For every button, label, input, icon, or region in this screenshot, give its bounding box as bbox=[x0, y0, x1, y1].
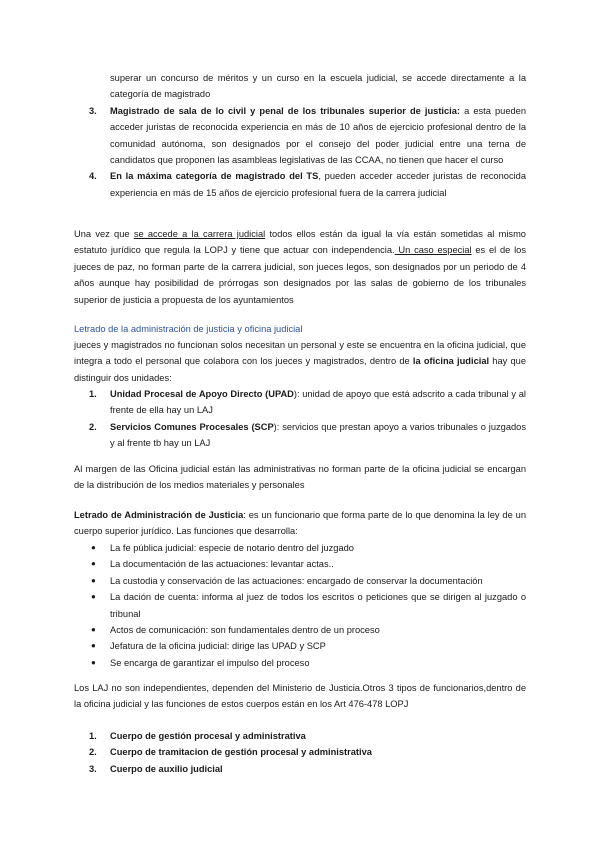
text-run: Una vez que bbox=[74, 229, 134, 239]
unit-title: Servicios Comunes Procesales (SCP bbox=[110, 421, 274, 432]
list-item bbox=[91, 556, 526, 572]
list-number: 3. bbox=[89, 105, 97, 116]
list-item bbox=[89, 761, 526, 777]
margin-paragraph: Al margen de las Oficina judicial están las administrativas no forman parte de la oficina judicial se encargan de la distribución de los medios materiales y personales bbox=[74, 464, 526, 491]
bullet-icon: ● bbox=[91, 575, 96, 585]
list-item bbox=[89, 386, 526, 419]
career-item-3-title: Magistrado de sala de lo civil y penal de los tribunales superior de justicia: bbox=[110, 105, 461, 116]
function-text: Actos de comunicación: son fundamentales dentro de un proceso bbox=[110, 625, 380, 636]
bullet-icon: ● bbox=[91, 559, 96, 569]
function-text: Se encarga de garantizar el impulso del proceso bbox=[110, 657, 310, 668]
list-item bbox=[89, 744, 526, 760]
list-item bbox=[91, 655, 526, 671]
list-item bbox=[91, 589, 526, 622]
career-paragraph bbox=[74, 226, 526, 308]
bodies-list bbox=[89, 728, 526, 777]
unit-text: ): servicios que prestan apoyo a varios tribunales o juzgados y al frente tb hay un LAJ bbox=[110, 421, 526, 449]
function-text: Jefatura de la oficina judicial: dirige las UPAD y SCP bbox=[110, 641, 326, 652]
body-text: Cuerpo de auxilio judicial bbox=[110, 763, 223, 774]
function-text: La custodia y conservación de las actuaciones: encargado de conservar la documentación bbox=[110, 575, 483, 586]
bold-text: Letrado de Administración de Justicia bbox=[74, 510, 244, 520]
career-item-4-text: , pueden acceder acceder juristas de reconocida experiencia en más de 15 años de ejercicio profesional fuera de la carrera judicial bbox=[110, 171, 526, 198]
body-text: Cuerpo de gestión procesal y administrativa bbox=[110, 731, 306, 741]
list-number: 1. bbox=[89, 731, 97, 741]
career-item-3-text: a esta pueden acceder juristas de reconocida experiencia en más de 10 años de ejercicio profesional dentro de la comunidad autónoma, son designados por el consejo del poder judicial entre una terna de candidatos que proponen las asambleas legislativas de las CCAA, no tienen que hacer el curso bbox=[110, 105, 526, 166]
bold-text: la oficina judicial bbox=[412, 356, 490, 367]
list-number: 1. bbox=[89, 389, 97, 399]
functions-list bbox=[91, 540, 526, 671]
list-item bbox=[91, 638, 526, 654]
office-paragraph bbox=[74, 337, 526, 386]
list-item bbox=[89, 419, 526, 452]
list-number: 2. bbox=[89, 421, 97, 432]
text-run: jueces y magistrados no funcionan solos necesitan un personal y este se encuentra en la oficina judicial, que integra a todo el personal que colabora con los jueces y magistrados, dentro de bbox=[74, 340, 526, 367]
bullet-icon: ● bbox=[91, 641, 96, 651]
list-item bbox=[89, 103, 526, 169]
bullet-icon: ● bbox=[91, 657, 96, 667]
list-item bbox=[91, 540, 526, 556]
career-list bbox=[89, 70, 526, 201]
list-item bbox=[89, 168, 526, 201]
list-item bbox=[91, 622, 526, 638]
units-list bbox=[89, 386, 526, 452]
section-heading: Letrado de la administración de justicia y oficina judicial bbox=[74, 324, 303, 334]
bullet-icon: ● bbox=[91, 625, 96, 635]
underlined-text: Un caso especial bbox=[394, 245, 472, 256]
text-run: es el de los jueces de paz, no forman parte de la carrera judicial, son jueces legos, son designados por un periodo de 4 años aunque hay posibilidad de prórrogas son designados por las salas de gobierno de los tribunales superior de justicia a propuesta de los ayuntamientos bbox=[74, 245, 526, 305]
function-text: La dación de cuenta: informa al juez de todos los escritos o peticiones que se dirigen al juzgado o tribunal bbox=[110, 592, 526, 619]
text-run: hay que distinguir dos unidades: bbox=[74, 356, 526, 383]
unit-title: Unidad Procesal de Apoyo Directo (UPAD bbox=[110, 389, 294, 399]
list-number: 4. bbox=[89, 171, 97, 182]
function-text: La documentación de las actuaciones: levantar actas.. bbox=[110, 559, 334, 570]
laj-paragraph bbox=[74, 507, 526, 540]
list-item bbox=[91, 573, 526, 589]
body-text: Cuerpo de tramitacion de gestión procesal y administrativa bbox=[110, 747, 372, 758]
laj-paragraph-2: Los LAJ no son independientes, dependen del Ministerio de Justicia.Otros 3 tipos de funcionarios,dentro de la oficina judicial y las funciones de estos cuerpos están en los Art 476-478 LOPJ bbox=[74, 683, 526, 710]
list-number: 2. bbox=[89, 747, 97, 758]
function-text: La fe pública judicial: especie de notario dentro del juzgado bbox=[110, 543, 354, 553]
text-run: todos ellos están da igual la vía están sometidas al mismo estatuto jurídico que regula la LOPJ y tiene que actuar con independencia. bbox=[74, 229, 526, 256]
list-number: 3. bbox=[89, 763, 97, 774]
list-item bbox=[110, 70, 526, 103]
bullet-icon: ● bbox=[91, 592, 96, 602]
underlined-text: se accede a la carrera judicial bbox=[133, 229, 266, 239]
text-run: : es un funcionario que forma parte de lo que denomina la ley de un cuerpo superior jurídico. Las funciones que desarrolla: bbox=[74, 510, 526, 537]
unit-text: ): unidad de apoyo que está adscrito a cada tribunal y al frente de ella hay un LAJ bbox=[110, 389, 526, 416]
career-item-2-continuation: superar un concurso de méritos y un curso en la escuela judicial, se accede directamente a la categoría de magistrado bbox=[110, 73, 526, 100]
career-item-4-title: En la máxima categoría de magistrado del TS bbox=[110, 171, 319, 182]
bullet-icon: ● bbox=[91, 543, 96, 552]
list-item bbox=[89, 728, 526, 744]
